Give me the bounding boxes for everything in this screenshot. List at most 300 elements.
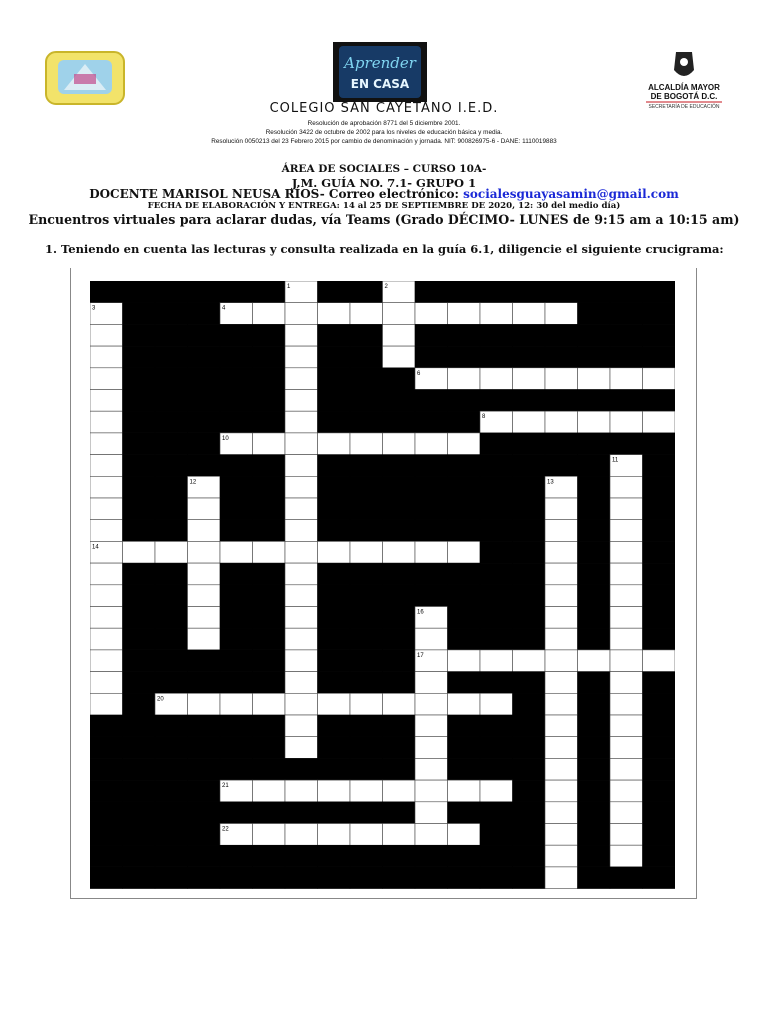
crossword-cell[interactable]	[188, 628, 221, 650]
crossword-cell[interactable]	[318, 693, 351, 715]
crossword-block	[643, 324, 676, 346]
crossword-block	[513, 607, 546, 629]
crossword-block	[415, 455, 448, 477]
crossword-cell[interactable]	[318, 780, 351, 802]
crossword-cell[interactable]	[383, 824, 416, 846]
crossword-cell[interactable]	[188, 607, 221, 629]
crossword-cell[interactable]	[480, 693, 513, 715]
crossword-cell[interactable]	[350, 824, 383, 846]
clue-number: 10	[222, 435, 229, 442]
crossword-cell[interactable]	[285, 411, 318, 433]
crossword-cell[interactable]	[285, 346, 318, 368]
crossword-cell[interactable]	[350, 780, 383, 802]
crossword-cell[interactable]	[285, 585, 318, 607]
crossword-block	[220, 563, 253, 585]
crossword-block	[253, 498, 286, 520]
crossword-cell[interactable]	[285, 628, 318, 650]
crossword-block	[513, 281, 546, 303]
crossword-block	[253, 368, 286, 390]
crossword-cell[interactable]	[545, 607, 578, 629]
crossword-block	[578, 824, 611, 846]
crossword-block	[578, 780, 611, 802]
crossword-block	[513, 715, 546, 737]
crossword-cell[interactable]	[578, 368, 611, 390]
crossword-block	[513, 433, 546, 455]
svg-text:Aprender: Aprender	[344, 54, 416, 72]
crossword-block	[123, 346, 156, 368]
crossword-cell[interactable]	[545, 802, 578, 824]
crossword-cell[interactable]	[610, 845, 643, 867]
crossword-block	[123, 715, 156, 737]
crossword-cell[interactable]	[545, 563, 578, 585]
crossword-block	[123, 758, 156, 780]
crossword-cell[interactable]	[448, 368, 481, 390]
crossword-block	[480, 628, 513, 650]
crossword-block	[578, 585, 611, 607]
crossword-cell[interactable]	[513, 650, 546, 672]
crossword-cell[interactable]	[415, 780, 448, 802]
crossword-block	[513, 324, 546, 346]
crossword-cell[interactable]	[90, 346, 123, 368]
clue-number: 11	[612, 457, 619, 464]
crossword-block	[643, 346, 676, 368]
crossword-block	[318, 411, 351, 433]
crossword-cell[interactable]	[415, 758, 448, 780]
crossword-cell[interactable]	[188, 693, 221, 715]
crossword-block	[318, 368, 351, 390]
crossword-block	[480, 715, 513, 737]
crossword-block	[350, 390, 383, 412]
crossword-cell[interactable]	[545, 824, 578, 846]
crossword-cell[interactable]	[415, 303, 448, 325]
crossword-cell[interactable]	[545, 780, 578, 802]
crossword-cell[interactable]	[545, 693, 578, 715]
crossword-block	[318, 455, 351, 477]
crossword-cell[interactable]	[448, 824, 481, 846]
crossword-cell[interactable]	[90, 476, 123, 498]
crossword-block	[350, 845, 383, 867]
crossword-cell[interactable]	[318, 433, 351, 455]
crossword-block	[155, 715, 188, 737]
crossword-cell[interactable]	[513, 303, 546, 325]
crossword-cell[interactable]	[610, 585, 643, 607]
crossword-block	[513, 672, 546, 694]
crossword-block	[188, 281, 221, 303]
crossword-block	[123, 802, 156, 824]
crossword-cell[interactable]	[253, 693, 286, 715]
crossword-block	[123, 390, 156, 412]
crossword-block	[448, 281, 481, 303]
crossword-cell[interactable]	[578, 411, 611, 433]
crossword-block	[350, 715, 383, 737]
crossword-cell[interactable]	[285, 498, 318, 520]
crossword-block	[545, 433, 578, 455]
crossword-cell[interactable]	[90, 368, 123, 390]
crossword-cell[interactable]	[448, 650, 481, 672]
crossword-block	[480, 498, 513, 520]
crossword-cell[interactable]	[545, 650, 578, 672]
crossword-block	[383, 411, 416, 433]
crossword-cell[interactable]	[318, 303, 351, 325]
crossword-cell[interactable]	[643, 650, 676, 672]
crossword-block	[578, 737, 611, 759]
crossword-cell[interactable]	[285, 693, 318, 715]
crossword-block	[448, 324, 481, 346]
clue-number: 12	[189, 479, 197, 486]
crossword-block	[188, 303, 221, 325]
crossword-cell[interactable]	[415, 693, 448, 715]
crossword-cell[interactable]	[610, 737, 643, 759]
crossword-block	[123, 607, 156, 629]
crossword-cell[interactable]	[188, 541, 221, 563]
virtual-meetings: Encuentros virtuales para aclarar dudas, vía Teams (Grado DÉCIMO- LUNES de 9:15 am a 10:15 am)	[28, 212, 740, 227]
crossword-cell[interactable]	[188, 498, 221, 520]
crossword-cell[interactable]	[610, 520, 643, 542]
crossword-block	[318, 672, 351, 694]
crossword-cell[interactable]	[285, 520, 318, 542]
crossword-block	[610, 867, 643, 889]
crossword-block	[90, 824, 123, 846]
crossword-block	[220, 520, 253, 542]
crossword-block	[350, 476, 383, 498]
crossword-cell[interactable]	[480, 780, 513, 802]
crossword-cell[interactable]	[90, 628, 123, 650]
crossword-block	[513, 585, 546, 607]
crossword-block	[253, 867, 286, 889]
crossword-cell[interactable]	[318, 541, 351, 563]
crossword-block	[220, 737, 253, 759]
teacher-email-link[interactable]: socialesguayasamin@gmail.com	[463, 187, 679, 201]
crossword-block	[318, 563, 351, 585]
crossword-block	[448, 498, 481, 520]
crossword-block	[513, 628, 546, 650]
crossword-block	[123, 324, 156, 346]
crossword-cell[interactable]	[610, 802, 643, 824]
crossword-cell[interactable]	[90, 607, 123, 629]
crossword-block	[188, 802, 221, 824]
crossword-block	[578, 607, 611, 629]
crossword-cell[interactable]	[545, 845, 578, 867]
crossword-cell[interactable]	[90, 433, 123, 455]
crossword-cell[interactable]	[285, 433, 318, 455]
crossword-block	[480, 324, 513, 346]
crossword-cell[interactable]	[220, 693, 253, 715]
crossword-block	[480, 867, 513, 889]
crossword-cell[interactable]	[448, 693, 481, 715]
crossword-block	[610, 433, 643, 455]
crossword-cell[interactable]	[545, 628, 578, 650]
clue-number: 22	[222, 826, 229, 833]
crossword-cell[interactable]	[448, 541, 481, 563]
crossword-block	[220, 628, 253, 650]
crossword-cell[interactable]	[643, 411, 676, 433]
crossword-block	[643, 824, 676, 846]
crossword-block	[188, 845, 221, 867]
crossword-cell[interactable]	[610, 498, 643, 520]
crossword-cell[interactable]	[285, 563, 318, 585]
crossword-cell[interactable]	[610, 672, 643, 694]
teacher-name: DOCENTE MARISOL NEUSA RÍOS- Correo electrónico:	[89, 187, 464, 201]
crossword-cell[interactable]	[415, 628, 448, 650]
crossword-cell[interactable]	[545, 715, 578, 737]
crossword-grid	[90, 281, 675, 889]
crossword-cell[interactable]	[448, 433, 481, 455]
crossword-cell[interactable]	[285, 390, 318, 412]
crossword-block	[188, 368, 221, 390]
crossword-block	[383, 802, 416, 824]
crossword-block	[383, 455, 416, 477]
crossword-cell[interactable]	[253, 303, 286, 325]
crossword-block	[220, 498, 253, 520]
crossword-cell[interactable]	[415, 541, 448, 563]
crossword-block	[188, 411, 221, 433]
crossword-block	[350, 867, 383, 889]
crossword-cell[interactable]	[318, 824, 351, 846]
aprender-en-casa-logo	[333, 42, 427, 102]
crossword-cell[interactable]	[610, 541, 643, 563]
crossword-block	[155, 281, 188, 303]
crossword-block	[123, 672, 156, 694]
crossword-cell[interactable]	[480, 650, 513, 672]
crossword-cell[interactable]	[383, 541, 416, 563]
crossword-block	[480, 476, 513, 498]
crossword-cell[interactable]	[415, 802, 448, 824]
crossword-block	[578, 845, 611, 867]
crossword-cell[interactable]	[610, 693, 643, 715]
crossword-cell[interactable]	[285, 824, 318, 846]
crossword-cell[interactable]	[90, 498, 123, 520]
crossword-block	[643, 867, 676, 889]
crossword-cell[interactable]	[545, 411, 578, 433]
crossword-cell[interactable]	[545, 758, 578, 780]
crossword-block	[123, 563, 156, 585]
crossword-cell[interactable]	[285, 607, 318, 629]
crossword-cell[interactable]	[643, 368, 676, 390]
crossword-cell[interactable]	[90, 650, 123, 672]
crossword-block	[188, 867, 221, 889]
crossword-cell[interactable]	[545, 541, 578, 563]
crossword-block	[383, 758, 416, 780]
crossword-cell[interactable]	[610, 607, 643, 629]
crossword-block	[448, 390, 481, 412]
crossword-cell[interactable]	[448, 303, 481, 325]
crossword-block	[123, 281, 156, 303]
crossword-cell[interactable]	[480, 303, 513, 325]
crossword-cell[interactable]	[285, 780, 318, 802]
crossword-block	[155, 867, 188, 889]
crossword-cell[interactable]	[285, 672, 318, 694]
crossword-cell[interactable]	[610, 780, 643, 802]
crossword-cell[interactable]	[610, 715, 643, 737]
crossword-cell[interactable]	[545, 737, 578, 759]
crossword-cell[interactable]	[383, 303, 416, 325]
crossword-block	[155, 802, 188, 824]
crossword-block	[578, 303, 611, 325]
crossword-cell[interactable]	[90, 520, 123, 542]
crossword-cell[interactable]	[610, 563, 643, 585]
crossword-cell[interactable]	[285, 715, 318, 737]
crossword-block	[578, 693, 611, 715]
crossword-block	[480, 607, 513, 629]
crossword-cell[interactable]	[415, 737, 448, 759]
crossword-block	[220, 585, 253, 607]
crossword-cell[interactable]	[610, 411, 643, 433]
crossword-block	[480, 346, 513, 368]
crossword-cell[interactable]	[350, 541, 383, 563]
crossword-block	[480, 737, 513, 759]
crossword-cell[interactable]	[285, 303, 318, 325]
crossword-cell[interactable]	[285, 368, 318, 390]
crossword-block	[123, 498, 156, 520]
crossword-cell[interactable]	[350, 693, 383, 715]
crossword-cell[interactable]	[610, 476, 643, 498]
crossword-block	[643, 628, 676, 650]
crossword-block	[448, 737, 481, 759]
crossword-block	[220, 715, 253, 737]
crossword-cell[interactable]	[90, 324, 123, 346]
crossword-cell[interactable]	[415, 824, 448, 846]
clue-number: 13	[547, 479, 554, 486]
crossword-cell[interactable]	[545, 585, 578, 607]
crossword-cell[interactable]	[383, 324, 416, 346]
crossword-block	[350, 758, 383, 780]
crossword-block	[350, 628, 383, 650]
crossword-cell[interactable]	[383, 433, 416, 455]
crossword-block	[350, 498, 383, 520]
crossword-block	[610, 281, 643, 303]
crossword-cell[interactable]	[383, 780, 416, 802]
crossword-block	[383, 867, 416, 889]
crossword-block	[220, 867, 253, 889]
crossword-block	[155, 368, 188, 390]
crossword-block	[123, 411, 156, 433]
crossword-cell[interactable]	[90, 693, 123, 715]
crossword-block	[220, 411, 253, 433]
crossword-cell[interactable]	[188, 563, 221, 585]
crossword-block	[513, 455, 546, 477]
crossword-cell[interactable]	[188, 520, 221, 542]
crossword-block	[155, 824, 188, 846]
crossword-block	[285, 867, 318, 889]
crossword-block	[383, 845, 416, 867]
crossword-block	[123, 476, 156, 498]
crossword-block	[643, 541, 676, 563]
crossword-cell[interactable]	[285, 455, 318, 477]
crossword-block	[253, 324, 286, 346]
crossword-block	[188, 346, 221, 368]
crossword-cell[interactable]	[285, 324, 318, 346]
crossword-cell[interactable]	[383, 346, 416, 368]
crossword-cell[interactable]	[253, 824, 286, 846]
crossword-block	[123, 845, 156, 867]
crossword-cell[interactable]	[513, 368, 546, 390]
crossword-block	[220, 845, 253, 867]
crossword-cell[interactable]	[383, 693, 416, 715]
crossword-cell[interactable]	[90, 672, 123, 694]
crossword-cell[interactable]	[545, 368, 578, 390]
crossword-block	[123, 368, 156, 390]
crossword-block	[318, 628, 351, 650]
crossword-block	[220, 455, 253, 477]
crossword-block	[220, 281, 253, 303]
crossword-cell[interactable]	[285, 737, 318, 759]
crossword-cell[interactable]	[350, 433, 383, 455]
crossword-cell[interactable]	[545, 867, 578, 889]
crossword-cell[interactable]	[578, 650, 611, 672]
crossword-cell[interactable]	[285, 541, 318, 563]
crossword-block	[513, 498, 546, 520]
crossword-cell[interactable]	[513, 411, 546, 433]
crossword-block	[350, 520, 383, 542]
crossword-block	[513, 346, 546, 368]
crossword-cell[interactable]	[415, 715, 448, 737]
crossword-cell[interactable]	[415, 433, 448, 455]
crossword-block	[383, 607, 416, 629]
crossword-cell[interactable]	[188, 585, 221, 607]
crossword-cell[interactable]	[285, 650, 318, 672]
crossword-cell[interactable]	[123, 541, 156, 563]
crossword-cell[interactable]	[350, 303, 383, 325]
crossword-block	[578, 758, 611, 780]
crossword-block	[415, 498, 448, 520]
crossword-block	[415, 476, 448, 498]
crossword-block	[383, 520, 416, 542]
crossword-cell[interactable]	[480, 368, 513, 390]
crossword-block	[253, 281, 286, 303]
crossword-cell[interactable]	[253, 780, 286, 802]
crossword-block	[220, 802, 253, 824]
crossword-cell[interactable]	[220, 541, 253, 563]
crossword-cell[interactable]	[90, 563, 123, 585]
crossword-block	[415, 867, 448, 889]
crossword-cell[interactable]	[285, 476, 318, 498]
crossword-cell[interactable]	[90, 585, 123, 607]
crossword-block	[448, 346, 481, 368]
crossword-cell[interactable]	[610, 758, 643, 780]
crossword-cell[interactable]	[155, 541, 188, 563]
clue-number: 4	[222, 305, 226, 312]
crossword-cell[interactable]	[545, 498, 578, 520]
crossword-block	[155, 433, 188, 455]
crossword-block	[318, 650, 351, 672]
crossword-cell[interactable]	[610, 650, 643, 672]
clue-number: 1	[287, 284, 291, 290]
crossword-cell[interactable]	[253, 541, 286, 563]
crossword-block	[253, 672, 286, 694]
crossword-block	[253, 346, 286, 368]
delivery-dates: FECHA DE ELABORACIÓN Y ENTREGA: 14 al 25 DE SEPTIEMBRE DE 2020, 12: 30 del medio día)	[147, 201, 621, 211]
crossword-cell[interactable]	[545, 672, 578, 694]
crossword-cell[interactable]	[90, 411, 123, 433]
crossword-cell[interactable]	[90, 455, 123, 477]
crossword-cell[interactable]	[90, 390, 123, 412]
crossword-cell[interactable]	[448, 780, 481, 802]
crossword-block	[318, 585, 351, 607]
crossword-block	[350, 324, 383, 346]
crossword-block	[643, 802, 676, 824]
crossword-block	[253, 390, 286, 412]
crossword-cell[interactable]	[610, 824, 643, 846]
crossword-cell[interactable]	[545, 303, 578, 325]
crossword-cell[interactable]	[610, 628, 643, 650]
crossword-block	[188, 672, 221, 694]
crossword-block	[415, 346, 448, 368]
crossword-block	[643, 758, 676, 780]
crossword-cell[interactable]	[610, 368, 643, 390]
crossword-cell[interactable]	[545, 520, 578, 542]
crossword-cell[interactable]	[415, 672, 448, 694]
crossword-cell[interactable]	[253, 433, 286, 455]
